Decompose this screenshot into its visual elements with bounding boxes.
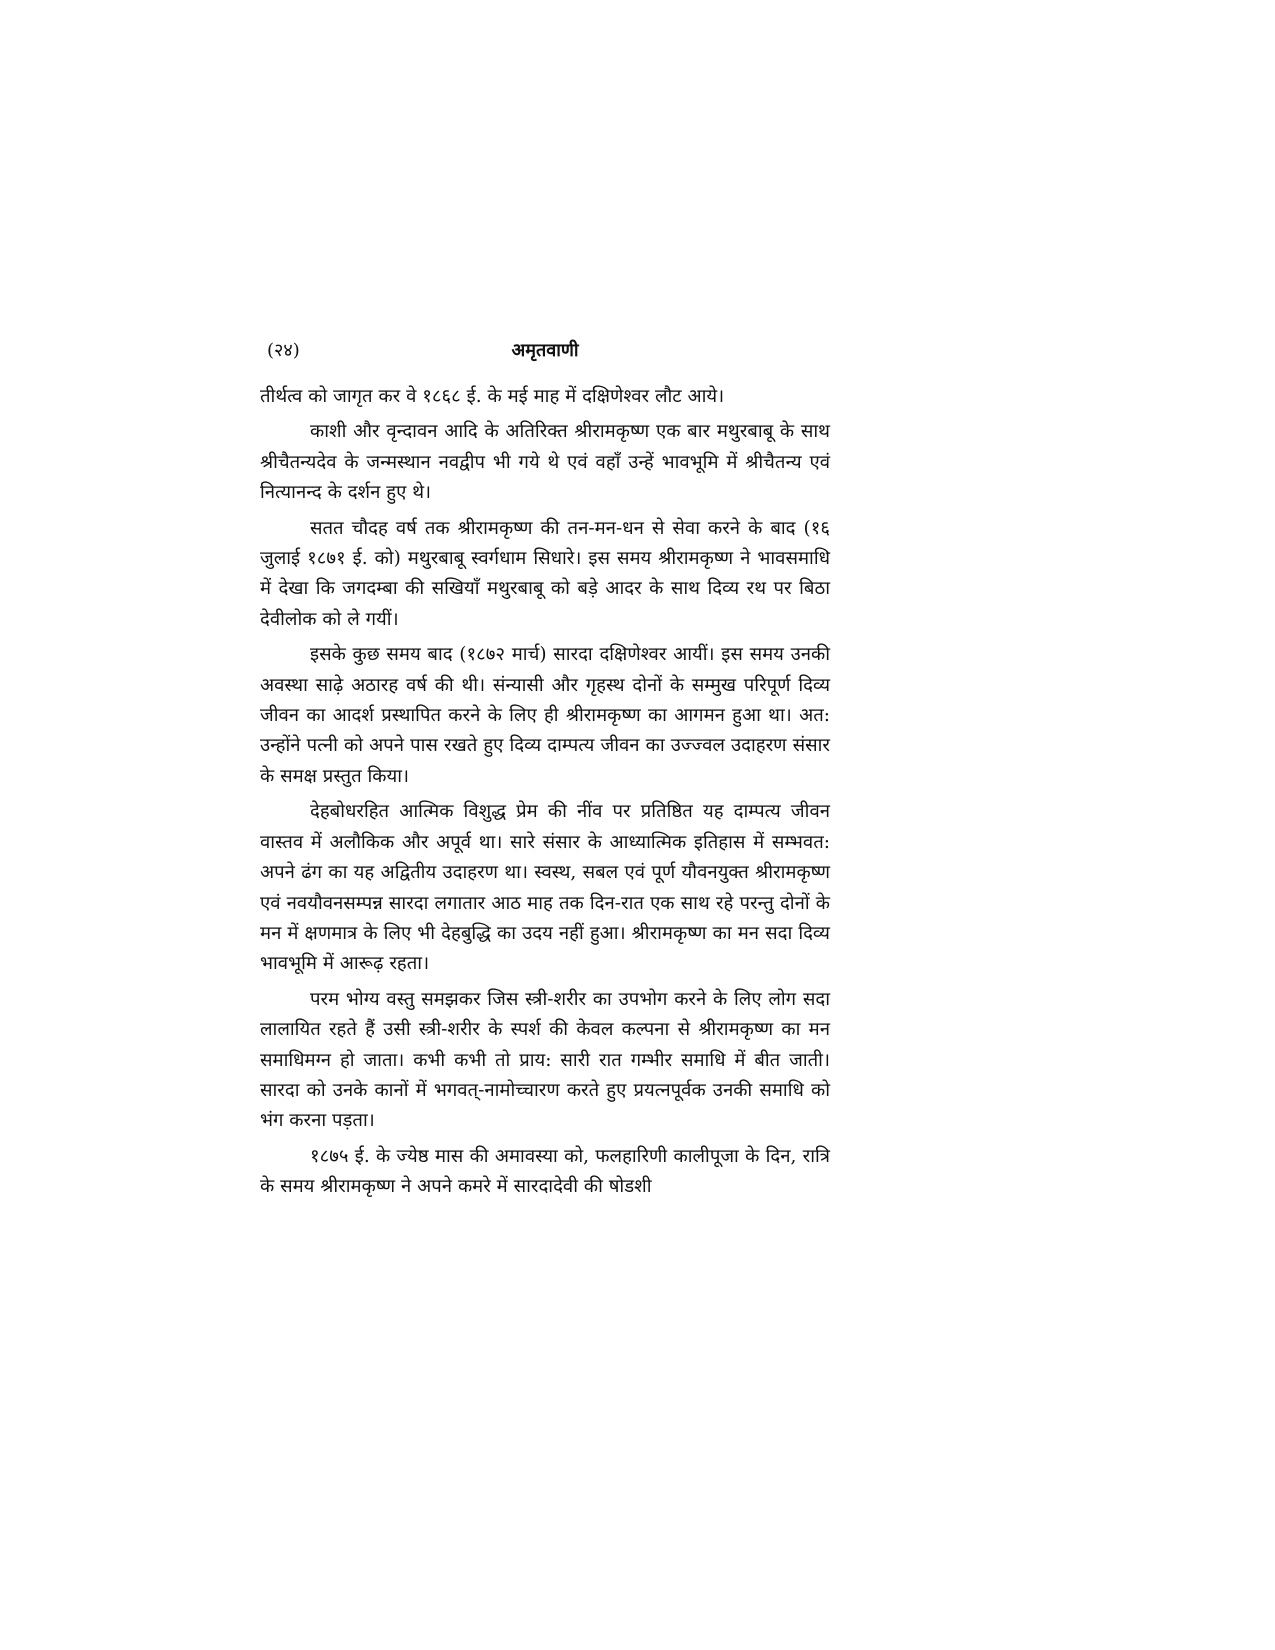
- paragraph-1: तीर्थत्व को जागृत कर वे १८६८ ई. के मई माह में दक्षिणेश्वर लौट आये।: [260, 386, 725, 407]
- paragraph-2: काशी और वृन्दावन आदि के अतिरिक्त श्रीरामकृष्ण एक बार मथुरबाबू के साथ श्रीचैतन्यदेव के जन्मस्थान नवद्वीप भी गये थे एवं वहाँ उन्हें भावभूमि में श्रीचैतन्य एवं नित्यानन्द के दर्शन हुए थे।: [260, 421, 830, 504]
- paragraph-7: १८७५ ई. के ज्येष्ठ मास की अमावस्या को, फलहारिणी कालीपूजा के दिन, रात्रि के समय श्रीरामकृष्ण ने अपने कमरे में सारदादेवी की षोडशी: [260, 1145, 830, 1198]
- page-number: (२४): [267, 340, 300, 361]
- body-text: [260, 382, 830, 1203]
- paragraph-5: देहबोधरहित आत्मिक विशुद्ध प्रेम की नींव पर प्रतिष्ठित यह दाम्पत्य जीवन वास्तव में अलौकिक और अपूर्व था। सारे संसार के आध्यात्मिक इतिहास में सम्भवत: अपने ढंग का यह अद्वितीय उदाहरण था। स्वस्थ, सबल एवं पूर्ण यौवनयुक्त श्रीरामकृष्ण एवं नवयौवनसम्पन्न सारदा लगातार आठ माह तक दिन-रात एक साथ रहे परन्तु दोनों के मन में क्षणमात्र के लिए भी देहबुद्धि का उदय नहीं हुआ। श्रीरामकृष्ण का मन सदा दिव्य भावभूमि में आरूढ़ रहता।: [260, 801, 830, 975]
- paragraph-3: सतत चौदह वर्ष तक श्रीरामकृष्ण की तन-मन-धन से सेवा करने के बाद (१६ जुलाई १८७१ ई. को) मथुरबाबू स्वर्गधाम सिधारे। इस समय श्रीरामकृष्ण ने भावसमाधि में देखा कि जगदम्बा की सखियाँ मथुरबाबू को बड़े आदर के साथ दिव्य रथ पर बिठा देवीलोक को ले गयीं।: [260, 517, 830, 630]
- paragraph-4: इसके कुछ समय बाद (१८७२ मार्च) सारदा दक्षिणेश्वर आयीं। इस समय उनकी अवस्था साढ़े अठारह वर्ष की थी। संन्यासी और गृहस्थ दोनों के सम्मुख परिपूर्ण दिव्य जीवन का आदर्श प्रस्थापित करने के लिए ही श्रीरामकृष्ण का आगमन हुआ था। अत: उन्होंने पत्नी को अपने पास रखते हुए दिव्य दाम्पत्य जीवन का उज्ज्वल उदाहरण संसार के समक्ष प्रस्तुत किया।: [260, 644, 830, 787]
- book-page: [260, 338, 830, 1208]
- book-title: अमृतवाणी: [511, 340, 579, 361]
- paragraph-6: परम भोग्य वस्तु समझकर जिस स्त्री-शरीर का उपभोग करने के लिए लोग सदा लालायित रहते हैं उसी स्त्री-शरीर के स्पर्श की केवल कल्पना से श्रीरामकृष्ण का मन समाधिमग्न हो जाता। कभी कभी तो प्राय: सारी रात गम्भीर समाधि में बीत जाती। सारदा को उनके कानों में भगवत्-नामोच्चारण करते हुए प्रयत्नपूर्वक उनकी समाधि को भंग करना पड़ता।: [260, 988, 830, 1132]
- running-head: [260, 338, 830, 372]
